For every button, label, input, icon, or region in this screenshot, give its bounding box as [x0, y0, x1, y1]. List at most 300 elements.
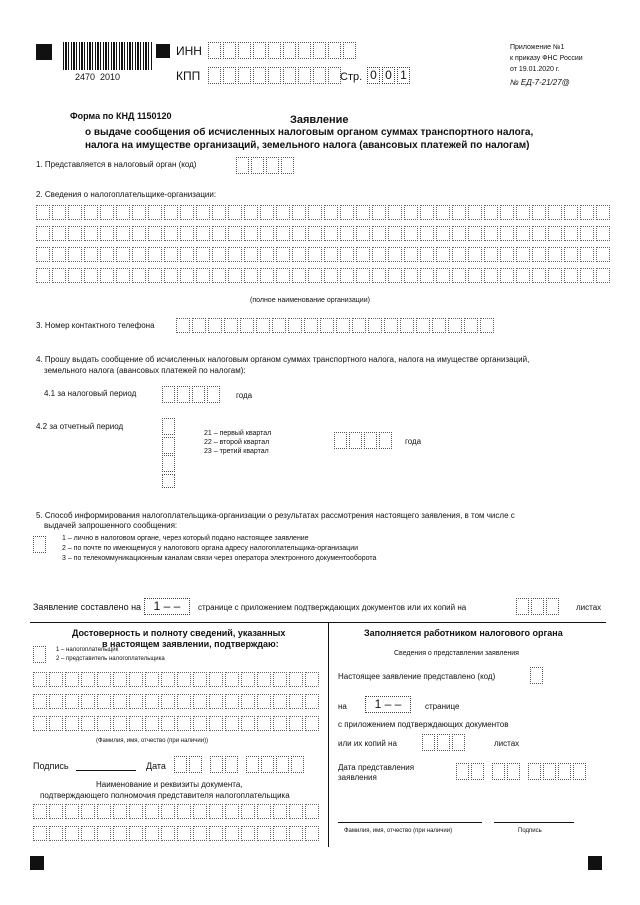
comb-cell[interactable]	[84, 205, 98, 220]
comb-cell[interactable]	[193, 672, 207, 687]
comb-cell[interactable]	[68, 205, 82, 220]
comb-cell[interactable]	[468, 205, 482, 220]
comb-cell[interactable]	[596, 226, 610, 241]
comb-cell[interactable]	[276, 247, 290, 262]
sign-line[interactable]	[76, 770, 136, 771]
page-label: Стр.	[340, 71, 363, 83]
comb-cell[interactable]	[132, 247, 146, 262]
comb-cell[interactable]	[257, 694, 271, 709]
comb-cell[interactable]	[484, 226, 498, 241]
comb-cell[interactable]	[49, 826, 63, 841]
comb-cell[interactable]	[49, 694, 63, 709]
comb-cell[interactable]	[49, 716, 63, 731]
comb-cell[interactable]	[225, 694, 239, 709]
comb-cell[interactable]	[33, 804, 47, 819]
comb-cell[interactable]	[113, 694, 127, 709]
presented-code-cell[interactable]	[530, 667, 545, 684]
comb-cell[interactable]	[352, 318, 366, 333]
comb-cell[interactable]	[68, 226, 82, 241]
comb-cell[interactable]	[145, 672, 159, 687]
comb-cell[interactable]	[273, 826, 287, 841]
comb-cell[interactable]	[292, 226, 306, 241]
comb-cell[interactable]	[420, 247, 434, 262]
comb-cell[interactable]	[161, 826, 175, 841]
comb-cell[interactable]	[356, 247, 370, 262]
right-date-cells[interactable]	[456, 763, 588, 780]
comb-cell[interactable]	[276, 226, 290, 241]
comb-cell[interactable]	[193, 804, 207, 819]
comb-cell[interactable]	[372, 247, 386, 262]
comb-cell[interactable]	[68, 247, 82, 262]
comb-cell[interactable]	[97, 694, 111, 709]
comb-cell[interactable]	[548, 247, 562, 262]
comb-cell[interactable]	[177, 672, 191, 687]
comb-cell[interactable]	[480, 318, 494, 333]
comb-cell[interactable]	[224, 318, 238, 333]
comb-cell[interactable]	[148, 205, 162, 220]
comb-cell[interactable]	[532, 205, 546, 220]
comb-cell[interactable]	[177, 804, 191, 819]
comb-cell[interactable]	[340, 247, 354, 262]
comb-cell[interactable]	[225, 716, 239, 731]
comb-cell[interactable]	[129, 694, 143, 709]
comb-cell[interactable]	[241, 716, 255, 731]
comb-cell[interactable]	[532, 226, 546, 241]
right-fio-caption: Фамилия, имя, отчество (при наличии)	[344, 828, 453, 834]
inn-label: ИНН	[176, 44, 202, 58]
comb-cell[interactable]	[420, 268, 434, 283]
info-method-cell[interactable]	[33, 536, 48, 553]
comb-cell[interactable]	[532, 268, 546, 283]
comb-cell[interactable]	[292, 247, 306, 262]
comb-cell[interactable]	[33, 694, 47, 709]
left-title1: Достоверность и полноту сведений, указанных	[72, 628, 286, 638]
section4-item2: 4.2 за отчетный период	[36, 422, 124, 431]
right-pages-value: 1 – –	[365, 696, 411, 713]
comb-cell[interactable]	[257, 804, 271, 819]
comb-cell[interactable]	[436, 205, 450, 220]
comb-cell[interactable]	[484, 205, 498, 220]
comb-cell[interactable]	[436, 247, 450, 262]
comb-cell[interactable]	[580, 205, 594, 220]
comb-cell[interactable]	[420, 226, 434, 241]
comb-cell[interactable]	[81, 694, 95, 709]
comb-cell[interactable]	[193, 694, 207, 709]
comb-cell[interactable]	[161, 804, 175, 819]
comb-cell[interactable]	[81, 804, 95, 819]
comb-cell[interactable]	[113, 826, 127, 841]
comb-cell[interactable]	[388, 226, 402, 241]
comb-cell[interactable]	[596, 268, 610, 283]
comb-cell[interactable]	[244, 205, 258, 220]
comb-cell[interactable]	[65, 694, 79, 709]
comb-cell[interactable]	[49, 804, 63, 819]
comb-cell[interactable]	[580, 247, 594, 262]
comb-cell[interactable]	[580, 268, 594, 283]
comb-cell[interactable]	[400, 318, 414, 333]
comb-cell[interactable]	[241, 694, 255, 709]
comb-cell[interactable]	[65, 804, 79, 819]
info-option-2: 2 – по почте по имеющемуся у налогового органа адресу налогоплательщика-организации	[62, 545, 359, 552]
comb-cell[interactable]	[164, 205, 178, 220]
comb-cell[interactable]	[225, 672, 239, 687]
comb-cell[interactable]	[516, 247, 530, 262]
comb-cell[interactable]	[372, 226, 386, 241]
section2-label: 2. Сведения о налогоплательщике-организации:	[36, 190, 217, 199]
comb-cell[interactable]	[308, 205, 322, 220]
comb-cell[interactable]	[468, 268, 482, 283]
comb-cell[interactable]	[289, 716, 303, 731]
comb-cell[interactable]	[33, 672, 47, 687]
date-label-right-2: заявления	[338, 773, 377, 782]
comb-cell[interactable]	[257, 826, 271, 841]
comb-cell[interactable]	[209, 672, 223, 687]
comb-cell[interactable]	[84, 268, 98, 283]
comb-cell[interactable]	[225, 826, 239, 841]
comb-cell[interactable]	[193, 826, 207, 841]
comb-cell[interactable]	[177, 716, 191, 731]
comb-cell[interactable]	[180, 247, 194, 262]
quarter-2: 22 – второй квартал	[204, 439, 270, 446]
report-period-year-cells[interactable]	[334, 432, 394, 449]
comb-cell[interactable]	[308, 268, 322, 283]
appendix-line2: к приказу ФНС России	[510, 55, 583, 62]
comb-cell[interactable]	[228, 226, 242, 241]
comb-cell[interactable]	[372, 268, 386, 283]
comb-cell[interactable]	[324, 268, 338, 283]
comb-cell[interactable]	[260, 226, 274, 241]
comb-cell[interactable]	[145, 804, 159, 819]
comb-cell[interactable]	[404, 247, 418, 262]
comb-cell[interactable]	[500, 205, 514, 220]
comb-cell[interactable]	[257, 672, 271, 687]
comb-cell[interactable]	[516, 226, 530, 241]
right-sheets-cells[interactable]	[422, 734, 467, 751]
comb-cell[interactable]	[52, 268, 66, 283]
comb-cell[interactable]	[356, 268, 370, 283]
comb-cell[interactable]	[532, 247, 546, 262]
signer-option-2: 2 – представитель налогоплательщика	[56, 656, 165, 662]
comb-cell[interactable]	[113, 672, 127, 687]
comb-cell[interactable]	[372, 205, 386, 220]
comb-cell[interactable]	[100, 226, 114, 241]
signer-type-cell[interactable]	[33, 646, 48, 663]
comb-cell[interactable]	[596, 247, 610, 262]
comb-cell[interactable]	[260, 268, 274, 283]
comb-cell[interactable]	[272, 318, 286, 333]
comb-cell[interactable]	[52, 247, 66, 262]
comb-cell[interactable]	[288, 318, 302, 333]
comb-cell[interactable]	[388, 268, 402, 283]
comb-cell[interactable]	[273, 804, 287, 819]
comb-cell[interactable]	[164, 268, 178, 283]
comb-cell[interactable]	[161, 672, 175, 687]
form-title: Заявление	[290, 114, 349, 126]
comb-cell[interactable]	[129, 716, 143, 731]
comb-cell[interactable]	[116, 226, 130, 241]
comb-cell[interactable]	[49, 672, 63, 687]
comb-cell[interactable]	[448, 318, 462, 333]
comb-cell[interactable]	[308, 226, 322, 241]
comb-cell[interactable]	[368, 318, 382, 333]
comb-cell[interactable]	[65, 672, 79, 687]
comb-cell[interactable]	[196, 226, 210, 241]
comb-cell[interactable]	[388, 205, 402, 220]
right-sign-line[interactable]	[494, 822, 574, 823]
comb-cell[interactable]	[225, 804, 239, 819]
comb-cell[interactable]	[500, 226, 514, 241]
comb-cell[interactable]	[420, 205, 434, 220]
comb-cell[interactable]	[129, 672, 143, 687]
comb-cell[interactable]	[192, 318, 206, 333]
comb-cell[interactable]	[548, 268, 562, 283]
right-fio-line[interactable]	[338, 822, 482, 823]
comb-cell[interactable]	[404, 226, 418, 241]
comb-cell[interactable]	[68, 268, 82, 283]
comb-cell[interactable]	[404, 205, 418, 220]
comb-cell[interactable]	[240, 318, 254, 333]
comb-cell[interactable]	[500, 268, 514, 283]
comb-cell[interactable]	[145, 694, 159, 709]
comb-cell[interactable]	[484, 247, 498, 262]
comb-cell[interactable]	[273, 716, 287, 731]
tax-period-year-cells[interactable]	[162, 386, 222, 403]
comb-cell[interactable]	[180, 205, 194, 220]
comb-cell[interactable]	[161, 716, 175, 731]
doc-title1: Наименование и реквизиты документа,	[96, 780, 243, 789]
sheets-cells[interactable]	[516, 598, 561, 615]
comb-cell[interactable]	[209, 716, 223, 731]
comb-cell[interactable]	[305, 716, 319, 731]
comb-cell[interactable]	[36, 226, 50, 241]
comb-cell[interactable]	[97, 826, 111, 841]
comb-cell[interactable]	[177, 826, 191, 841]
comb-cell[interactable]	[564, 226, 578, 241]
comb-cell[interactable]	[228, 268, 242, 283]
comb-cell[interactable]	[564, 205, 578, 220]
comb-cell[interactable]	[196, 247, 210, 262]
comb-cell[interactable]	[276, 205, 290, 220]
comb-cell[interactable]	[384, 318, 398, 333]
comb-cell[interactable]	[580, 226, 594, 241]
date-label-right-1: Дата представления	[338, 763, 415, 772]
attach-label: с приложением подтверждающих документов	[338, 720, 509, 729]
comb-cell[interactable]	[468, 226, 482, 241]
comb-cell[interactable]	[260, 205, 274, 220]
comb-cell[interactable]	[305, 804, 319, 819]
comb-cell[interactable]	[36, 268, 50, 283]
comb-cell[interactable]	[97, 672, 111, 687]
comb-cell[interactable]	[228, 205, 242, 220]
comb-cell[interactable]	[304, 318, 318, 333]
comb-cell[interactable]	[305, 672, 319, 687]
comb-cell[interactable]	[273, 672, 287, 687]
comb-cell[interactable]	[276, 268, 290, 283]
comb-cell[interactable]	[244, 247, 258, 262]
signer-fio-caption: (Фамилия, имя, отчество (при наличии))	[96, 738, 209, 744]
comb-cell[interactable]	[177, 694, 191, 709]
comb-cell[interactable]	[340, 268, 354, 283]
comb-cell[interactable]	[484, 268, 498, 283]
comb-cell[interactable]	[97, 716, 111, 731]
comb-cell[interactable]	[100, 205, 114, 220]
comb-cell[interactable]	[452, 205, 466, 220]
comb-cell[interactable]	[148, 226, 162, 241]
comb-cell[interactable]	[500, 247, 514, 262]
comb-cell[interactable]	[324, 205, 338, 220]
comb-cell[interactable]	[176, 318, 190, 333]
comb-cell[interactable]	[289, 804, 303, 819]
comb-cell[interactable]	[81, 672, 95, 687]
comb-cell[interactable]	[244, 226, 258, 241]
comb-cell[interactable]	[436, 268, 450, 283]
comb-cell[interactable]	[432, 318, 446, 333]
comb-cell[interactable]	[132, 268, 146, 283]
comb-cell[interactable]	[336, 318, 350, 333]
comb-cell[interactable]	[161, 694, 175, 709]
phone-cells[interactable]	[176, 318, 496, 333]
comb-cell[interactable]	[36, 205, 50, 220]
comb-cell[interactable]	[132, 205, 146, 220]
page-digit-3: 1	[397, 67, 410, 84]
comb-cell[interactable]	[148, 268, 162, 283]
comb-cell[interactable]	[241, 672, 255, 687]
comb-cell[interactable]	[129, 804, 143, 819]
on-label: на	[338, 702, 347, 711]
comb-cell[interactable]	[289, 694, 303, 709]
comb-cell[interactable]	[452, 268, 466, 283]
report-period-code-cells[interactable]	[162, 418, 177, 454]
comb-cell[interactable]	[116, 268, 130, 283]
comb-cell[interactable]	[340, 205, 354, 220]
comb-cell[interactable]	[116, 247, 130, 262]
comb-cell[interactable]	[244, 268, 258, 283]
comb-cell[interactable]	[100, 268, 114, 283]
info-option-3: 3 – по телекоммуникационным каналам связи через оператора электронного документооборота	[62, 555, 377, 562]
appendix-line1: Приложение №1	[510, 44, 565, 51]
corner-marker-top-left	[36, 44, 52, 60]
comb-cell[interactable]	[208, 318, 222, 333]
comb-cell[interactable]	[180, 268, 194, 283]
comb-cell[interactable]	[548, 205, 562, 220]
comb-cell[interactable]	[52, 226, 66, 241]
comb-cell[interactable]	[257, 716, 271, 731]
comb-cell[interactable]	[164, 247, 178, 262]
comb-cell[interactable]	[289, 672, 303, 687]
comb-cell[interactable]	[116, 205, 130, 220]
comb-cell[interactable]	[260, 247, 274, 262]
comb-cell[interactable]	[100, 247, 114, 262]
comb-cell[interactable]	[388, 247, 402, 262]
comb-cell[interactable]	[241, 826, 255, 841]
comb-cell[interactable]	[33, 716, 47, 731]
comb-cell[interactable]	[324, 226, 338, 241]
comb-cell[interactable]	[404, 268, 418, 283]
comb-cell[interactable]	[452, 226, 466, 241]
comb-cell[interactable]	[113, 716, 127, 731]
comb-cell[interactable]	[416, 318, 430, 333]
comb-cell[interactable]	[145, 716, 159, 731]
page-digit-2: 0	[382, 67, 395, 84]
comb-cell[interactable]	[129, 826, 143, 841]
quarter-1: 21 – первый квартал	[204, 430, 272, 437]
comb-cell[interactable]	[228, 247, 242, 262]
comb-cell[interactable]	[436, 226, 450, 241]
comb-cell[interactable]	[81, 716, 95, 731]
comb-cell[interactable]	[564, 247, 578, 262]
comb-cell[interactable]	[564, 268, 578, 283]
inn-cells[interactable]	[208, 42, 358, 59]
comb-cell[interactable]	[33, 826, 47, 841]
comb-cell[interactable]	[212, 226, 226, 241]
comb-cell[interactable]	[273, 694, 287, 709]
comb-cell[interactable]	[516, 268, 530, 283]
comb-cell[interactable]	[209, 804, 223, 819]
comb-cell[interactable]	[209, 694, 223, 709]
comb-cell[interactable]	[305, 826, 319, 841]
info-option-1: 1 – лично в налоговом органе, через который подано настоящее заявление	[62, 535, 309, 542]
comb-cell[interactable]	[212, 205, 226, 220]
comb-cell[interactable]	[356, 226, 370, 241]
comb-cell[interactable]	[97, 804, 111, 819]
comb-cell[interactable]	[548, 226, 562, 241]
kpp-cells[interactable]	[208, 67, 343, 84]
tax-authority-code-cells[interactable]	[236, 157, 296, 174]
comb-cell[interactable]	[52, 205, 66, 220]
comb-cell[interactable]	[180, 226, 194, 241]
barcode-number: 2470 2010	[75, 72, 121, 82]
signer-option-1: 1 – налогоплательщик	[56, 647, 119, 653]
comb-cell[interactable]	[452, 247, 466, 262]
comb-cell[interactable]	[212, 268, 226, 283]
comb-cell[interactable]	[84, 247, 98, 262]
comb-cell[interactable]	[84, 226, 98, 241]
comb-cell[interactable]	[305, 694, 319, 709]
org-name-caption: (полное наименование организации)	[250, 297, 370, 304]
comb-cell[interactable]	[356, 205, 370, 220]
comb-cell[interactable]	[65, 716, 79, 731]
comb-cell[interactable]	[340, 226, 354, 241]
comb-cell[interactable]	[468, 247, 482, 262]
comb-cell[interactable]	[320, 318, 334, 333]
comb-cell[interactable]	[148, 247, 162, 262]
comb-cell[interactable]	[193, 716, 207, 731]
comb-cell[interactable]	[113, 804, 127, 819]
comb-cell[interactable]	[241, 804, 255, 819]
comb-cell[interactable]	[292, 205, 306, 220]
comb-cell[interactable]	[164, 226, 178, 241]
comb-cell[interactable]	[596, 205, 610, 220]
comb-cell[interactable]	[212, 247, 226, 262]
comb-cell[interactable]	[196, 205, 210, 220]
left-date-cells[interactable]	[174, 756, 306, 773]
comb-cell[interactable]	[324, 247, 338, 262]
comb-cell[interactable]	[196, 268, 210, 283]
comb-cell[interactable]	[209, 826, 223, 841]
comb-cell[interactable]	[145, 826, 159, 841]
comb-cell[interactable]	[81, 826, 95, 841]
comb-cell[interactable]	[256, 318, 270, 333]
comb-cell[interactable]	[289, 826, 303, 841]
comb-cell[interactable]	[132, 226, 146, 241]
comb-cell[interactable]	[292, 268, 306, 283]
comb-cell[interactable]	[308, 247, 322, 262]
report-period-extra-cells[interactable]	[162, 455, 177, 488]
comb-cell[interactable]	[36, 247, 50, 262]
comb-cell[interactable]	[65, 826, 79, 841]
comb-cell[interactable]	[464, 318, 478, 333]
comb-cell[interactable]	[516, 205, 530, 220]
